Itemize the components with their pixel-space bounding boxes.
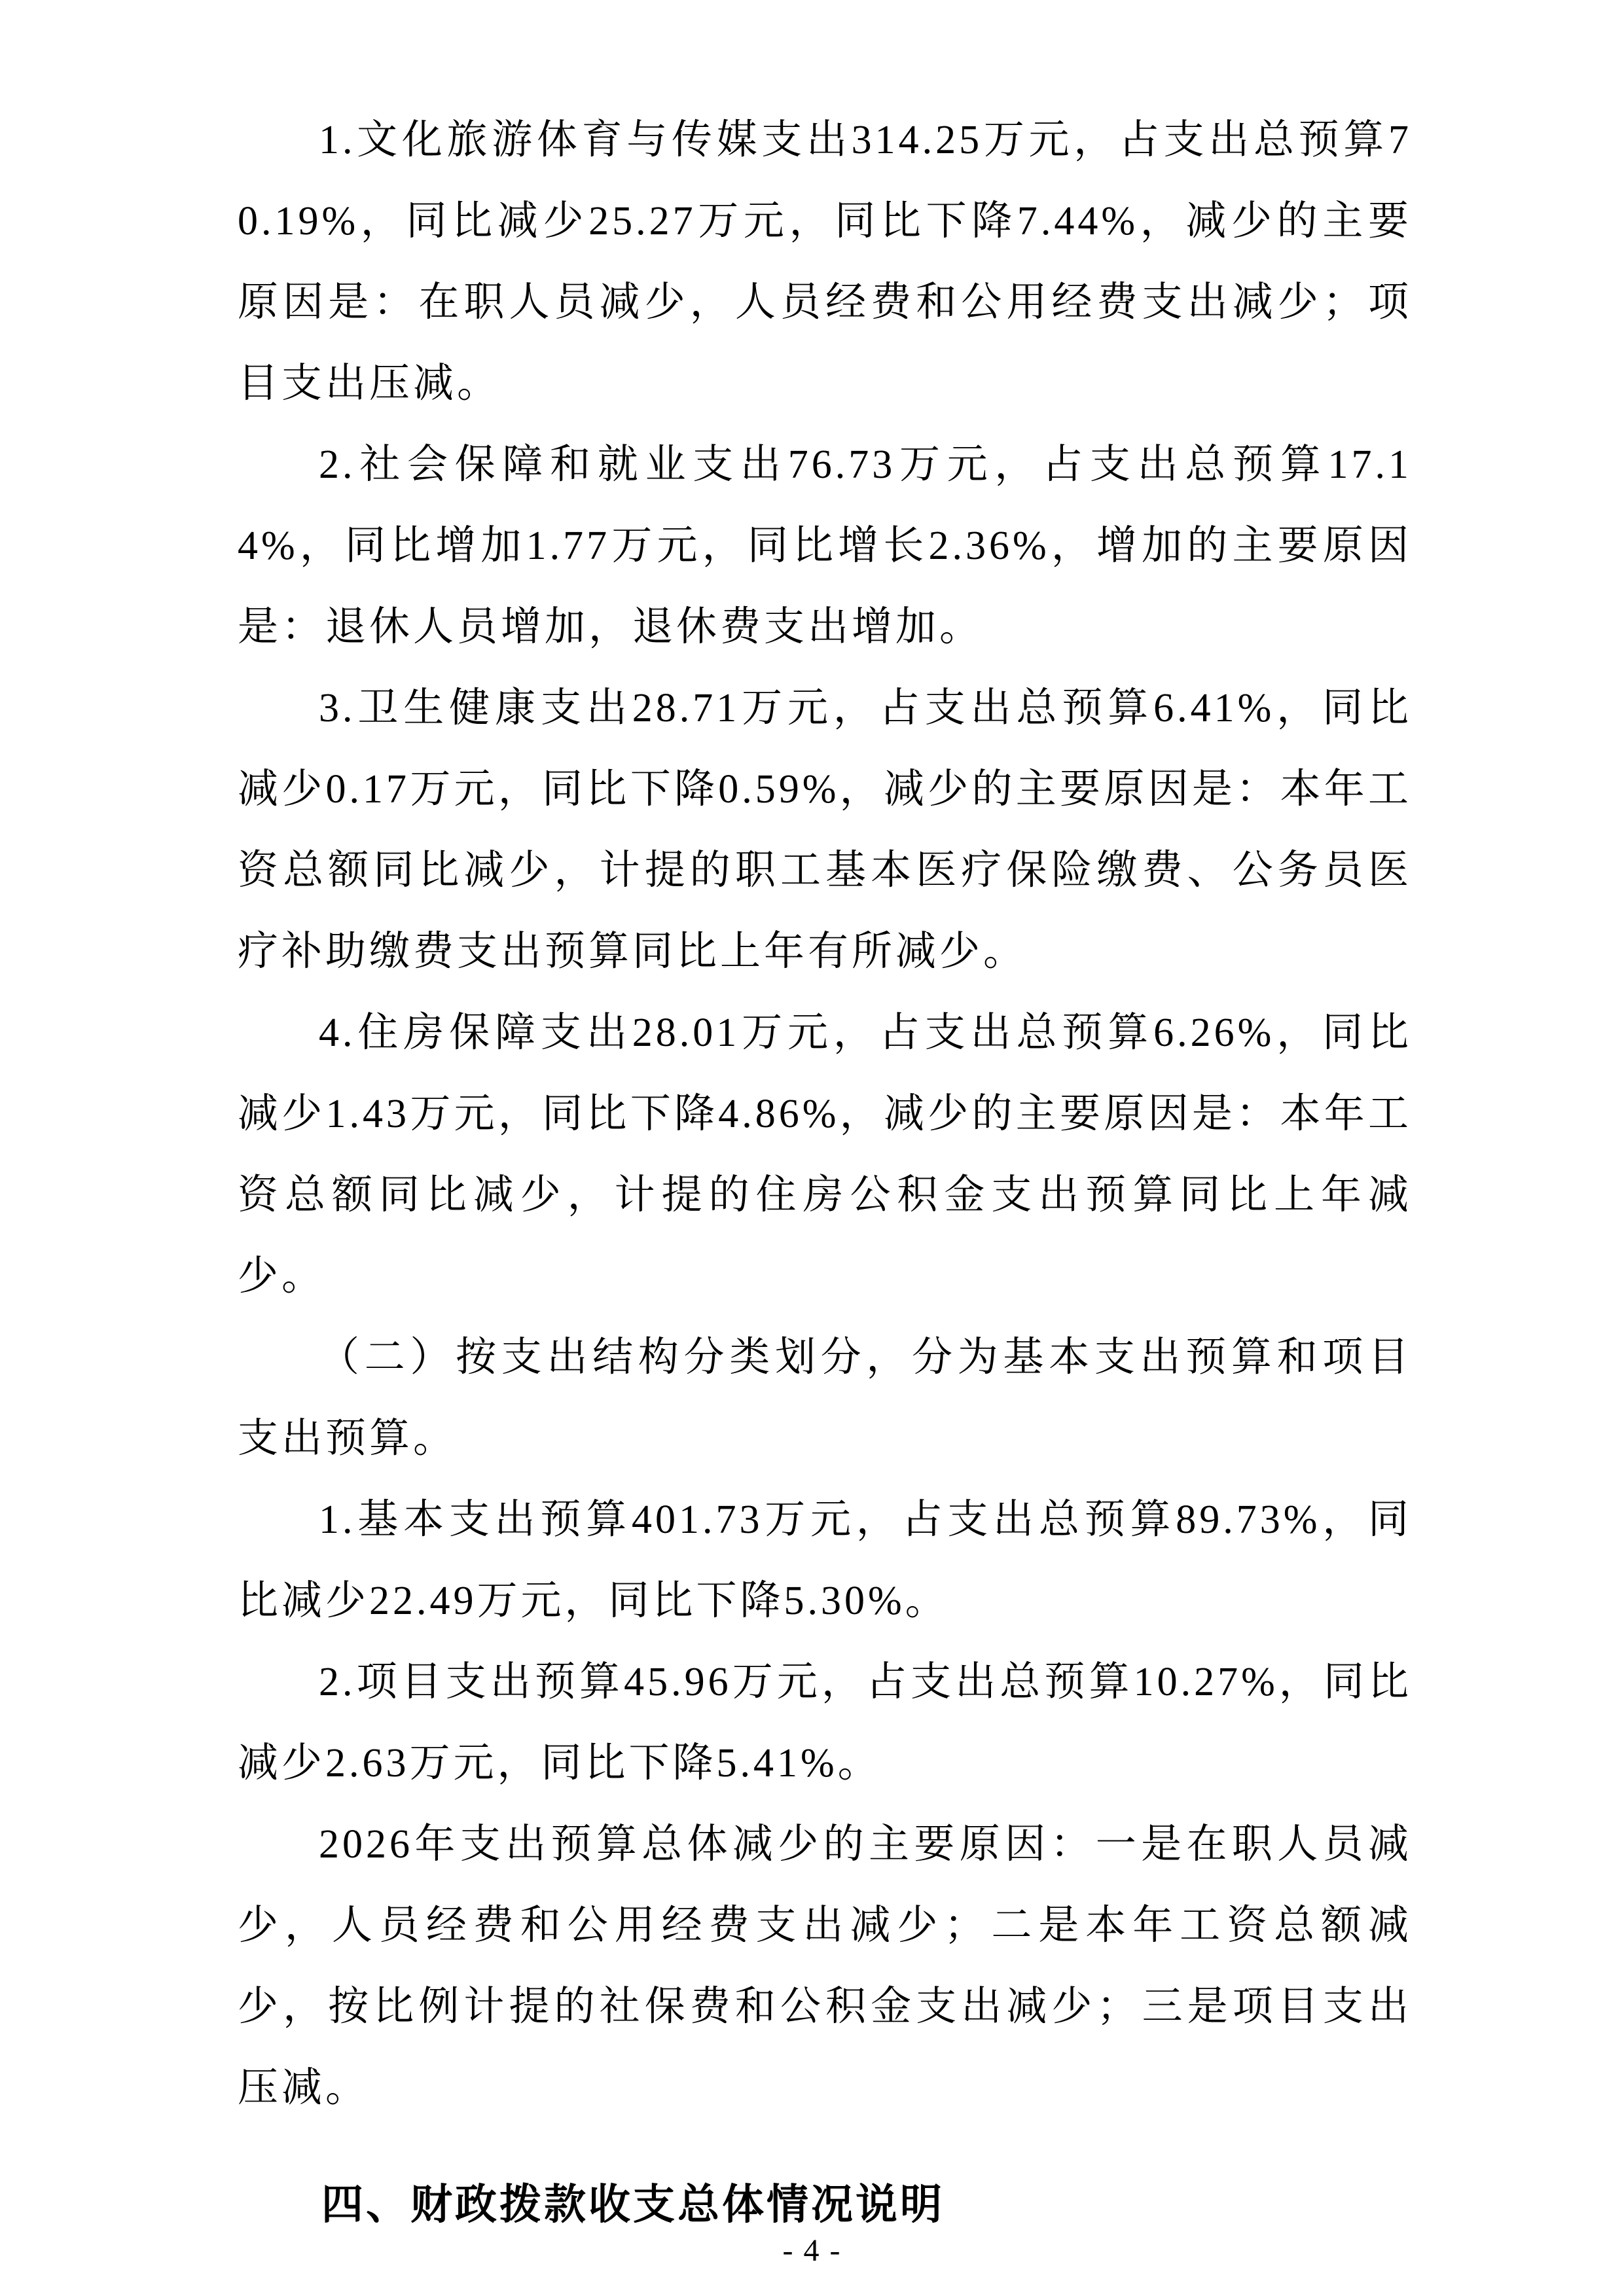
body-paragraph: 2.社会保障和就业支出76.73万元，占支出总预算17.14%，同比增加1.77万元，同比增长2.36%，增加的主要原因是：退休人员增加，退休费支出增加。 <box>238 442 1412 649</box>
body-paragraph: 1.基本支出预算401.73万元，占支出总预算89.73%，同比减少22.49万元，同比下降5.30%。 <box>238 1498 1412 1623</box>
body-paragraph: 2026年支出预算总体减少的主要原因：一是在职人员减少，人员经费和公用经费支出减少；二是本年工资总额减少，按比例计提的社保费和公积金支出减少；三是项目支出压减。 <box>238 1822 1412 2110</box>
body-paragraph: 2.项目支出预算45.96万元，占支出总预算10.27%，同比减少2.63万元，同比下降5.41%。 <box>238 1660 1412 1785</box>
body-paragraph: 3.卫生健康支出28.71万元，占支出总预算6.41%，同比减少0.17万元，同比下降0.59%，减少的主要原因是：本年工资总额同比减少，计提的职工基本医疗保险缴费、公务员医疗补助缴费支出预算同比上年有所减少。 <box>238 686 1412 974</box>
body-paragraph: （二）按支出结构分类划分，分为基本支出预算和项目支出预算。 <box>238 1335 1412 1461</box>
section-heading: 四、财政拨款收支总体情况说明 <box>321 2181 945 2228</box>
document-body <box>238 99 1412 2234</box>
page-number: - 4 - <box>782 2233 842 2268</box>
body-paragraph: 1.文化旅游体育与传媒支出314.25万元，占支出总预算70.19%，同比减少25.27万元，同比下降7.44%，减少的主要原因是：在职人员减少，人员经费和公用经费支出减少；项目支出压减。 <box>238 118 1412 406</box>
body-paragraph: 4.住房保障支出28.01万元，占支出总预算6.26%，同比减少1.43万元，同比下降4.86%，减少的主要原因是：本年工资总额同比减少，计提的住房公积金支出预算同比上年减少。 <box>238 1011 1412 1299</box>
